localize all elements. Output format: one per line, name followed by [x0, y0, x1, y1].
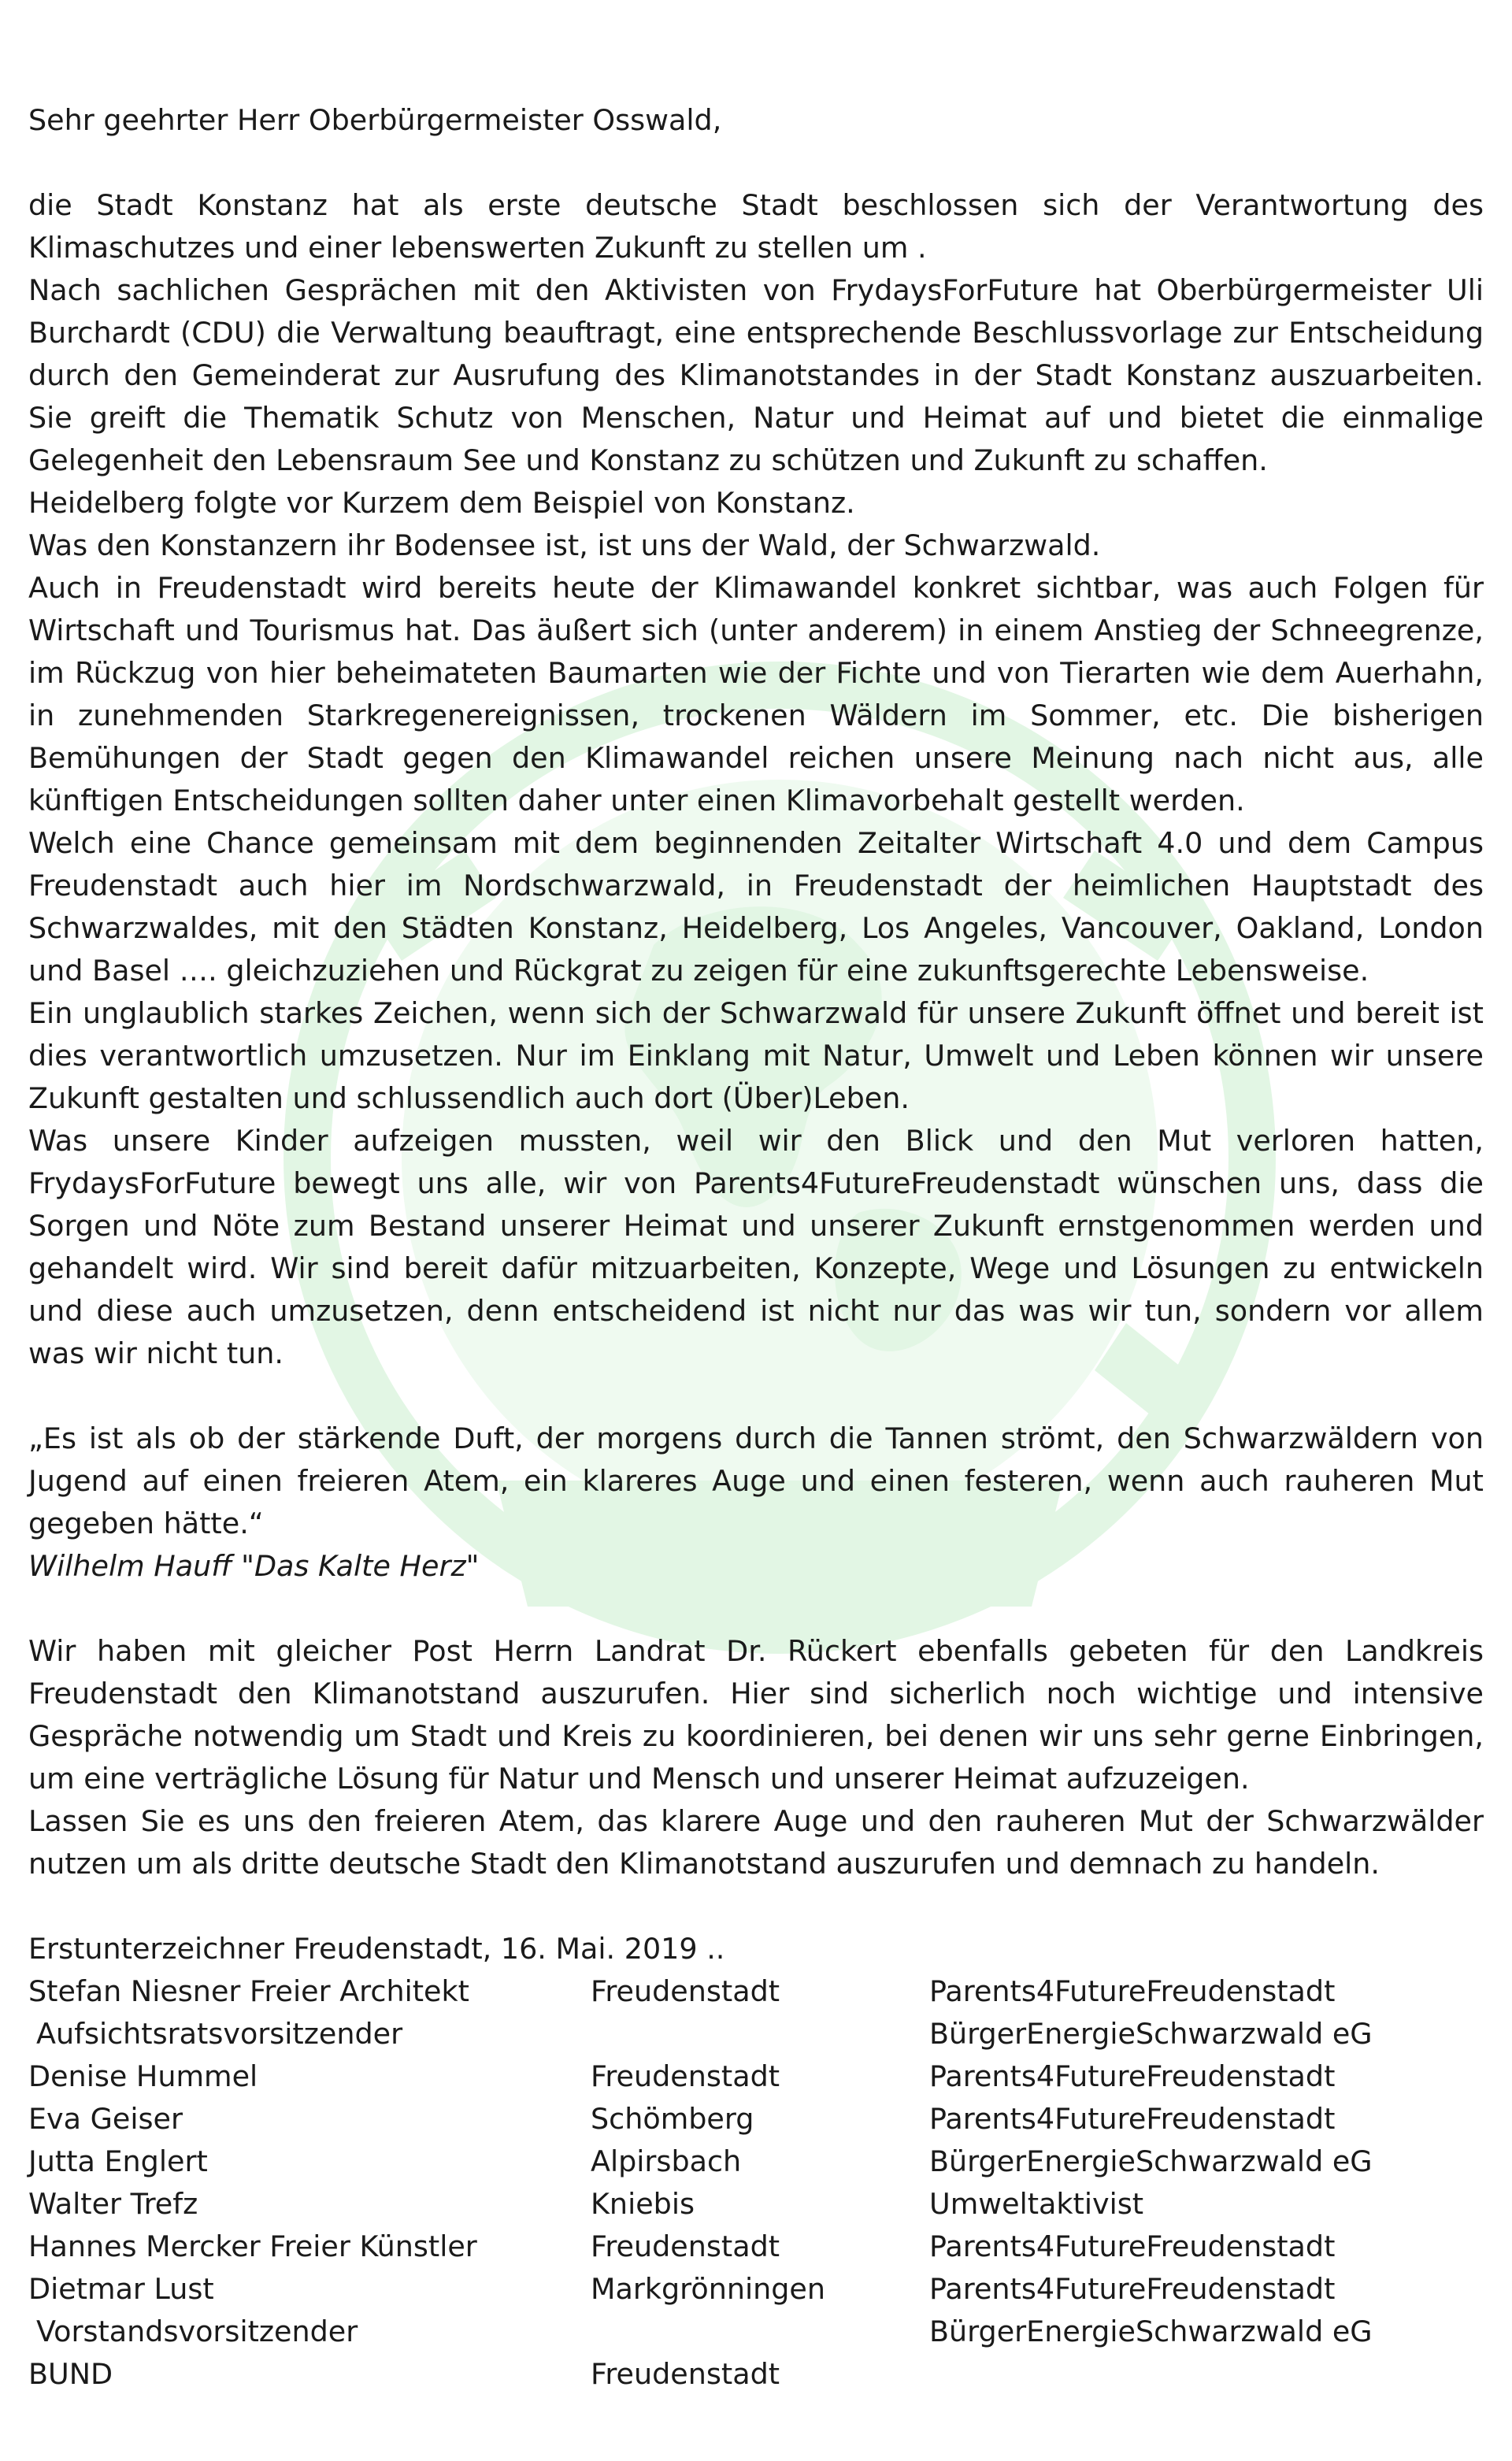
signatory-row: [28, 2183, 1484, 2226]
signatory-org: [929, 2353, 1484, 2396]
signatory-name: Vorstandsvorsitzender: [36, 2315, 358, 2348]
signatory-row: [28, 2055, 1484, 2098]
signatory-row: [28, 2353, 1484, 2396]
quote-text: „Es ist als ob der stärkende Duft, der morgens durch die Tannen strömt, den Schwarzwäldern von Jugend auf einen freieren Atem, ein klareres Auge und einen festeren, wenn auch rauheren Mut gegeben hätte.“: [28, 1421, 1484, 1540]
signatory-place: Markgrönningen: [591, 2272, 826, 2306]
signatory-name: Dietmar Lust: [28, 2272, 214, 2306]
signatory-name: BUND: [28, 2357, 113, 2391]
letter-page: [28, 99, 1484, 2396]
closing-paragraph: Wir haben mit gleicher Post Herrn Landrat Dr. Rückert ebenfalls gebeten für den Landkreis Freudenstadt den Klimanotstand auszurufen. Hier sind sicherlich noch wichtige und intensive Gespräche notwendig um Stadt und Kreis zu koordinieren, bei denen wir uns sehr gerne Einbringen, um eine verträgliche Lösung für Natur und Mensch und unserer Heimat aufzuzeigen.: [28, 1634, 1484, 1796]
signatory-row: [28, 2140, 1484, 2183]
signatory-name: Jutta Englert: [28, 2144, 208, 2178]
signatory-place: Schömberg: [591, 2102, 754, 2136]
quote-block: [28, 1418, 1484, 1588]
signatory-place: Freudenstadt: [591, 2059, 780, 2093]
body-paragraph: Was unsere Kinder aufzeigen mussten, weil wir den Blick und den Mut verloren hatten, FrydaysForFuture bewegt uns alle, wir von Parents4FutureFreudenstadt wünschen uns, dass die Sorgen und Nöte zum Bestand unserer Heimat und unserer Zukunft ernstgenommen werden und gehandelt wird. Wir sind bereit dafür mitzuarbeiten, Konzepte, Wege und Lösungen zu entwickeln und diese auch umzusetzen, denn entscheidend ist nicht nur das was wir tun, sondern vor allem was wir nicht tun.: [28, 1124, 1484, 1370]
signatory-org: Parents4FutureFreudenstadt: [929, 2102, 1336, 2136]
body-paragraph: Heidelberg folgte vor Kurzem dem Beispiel von Konstanz.: [28, 486, 855, 520]
signatory-org: BürgerEnergieSchwarzwald eG: [929, 2144, 1373, 2178]
signatory-name: Hannes Mercker Freier Künstler: [28, 2229, 477, 2263]
signatory-row: [28, 2268, 1484, 2311]
signatory-org: Parents4FutureFreudenstadt: [929, 2229, 1336, 2263]
quote-author: Wilhelm Hauff "Das Kalte Herz": [28, 1549, 480, 1583]
body-paragraph: die Stadt Konstanz hat als erste deutsche Stadt beschlossen sich der Verantwortung des Klimaschutzes und einer lebenswerten Zukunft zu stellen um .: [28, 188, 1484, 265]
signatory-org: Parents4FutureFreudenstadt: [929, 1974, 1336, 2008]
salutation: Sehr geehrter Herr Oberbürgermeister Osswald,: [28, 103, 722, 137]
body-paragraph: Ein unglaublich starkes Zeichen, wenn sich der Schwarzwald für unsere Zukunft öffnet und bereit ist dies verantwortlich umzusetzen. Nur im Einklang mit Natur, Umwelt und Leben können wir unsere Zukunft gestalten und schlussendlich auch dort (Über)Leben.: [28, 996, 1484, 1115]
signatory-place: [591, 2311, 929, 2353]
signatories-intro: Erstunterzeichner Freudenstadt, 16. Mai. 2019 ..: [28, 1932, 725, 1966]
signatory-place: Freudenstadt: [591, 2357, 780, 2391]
signatory-org: Umweltaktivist: [929, 2187, 1144, 2221]
signatory-org: Parents4FutureFreudenstadt: [929, 2059, 1336, 2093]
signatory-row: [28, 2311, 1484, 2353]
signatory-org: BürgerEnergieSchwarzwald eG: [929, 2017, 1373, 2051]
body-paragraph: Nach sachlichen Gesprächen mit den Aktivisten von FrydaysForFuture hat Oberbürgermeister Uli Burchardt (CDU) die Verwaltung beauftragt, eine entsprechende Beschlussvorlage zur Entscheidung durch den Gemeinderat zur Ausrufung des Klimanotstandes in der Stadt Konstanz auszuarbeiten. Sie greift die Thematik Schutz von Menschen, Natur und Heimat auf und bietet die einmalige Gelegenheit den Lebensraum See und Konstanz zu schützen und Zukunft zu schaffen.: [28, 273, 1484, 477]
closing-paragraph: Lassen Sie es uns den freieren Atem, das klarere Auge und den rauheren Mut der Schwarzwälder nutzen um als dritte deutsche Stadt den Klimanotstand auszurufen und demnach zu handeln.: [28, 1804, 1484, 1881]
signatory-place: Kniebis: [591, 2187, 695, 2221]
signatory-name: Denise Hummel: [28, 2059, 258, 2093]
signatories-list: [28, 1928, 1484, 2396]
signatory-row: [28, 2226, 1484, 2268]
signatory-name: Walter Trefz: [28, 2187, 198, 2221]
body-paragraph: Auch in Freudenstadt wird bereits heute der Klimawandel konkret sichtbar, was auch Folgen für Wirtschaft und Tourismus hat. Das äußert sich (unter anderem) in einem Anstieg der Schneegrenze, im Rückzug von hier beheimateten Baumarten wie der Fichte und von Tierarten wie dem Auerhahn, in zunehmenden Starkregenereignissen, trockenen Wäldern im Sommer, etc. Die bisherigen Bemühungen der Stadt gegen den Klimawandel reichen unsere Meinung nach nicht aus, alle künftigen Entscheidungen sollten daher unter einen Klimavorbehalt gestellt werden.: [28, 571, 1484, 817]
closing-section: [28, 1630, 1484, 1885]
signatory-place: [591, 2013, 929, 2055]
signatory-name: Eva Geiser: [28, 2102, 183, 2136]
body-paragraph: Was den Konstanzern ihr Bodensee ist, ist uns der Wald, der Schwarzwald.: [28, 528, 1101, 562]
signatory-place: Freudenstadt: [591, 2229, 780, 2263]
signatory-org: Parents4FutureFreudenstadt: [929, 2272, 1336, 2306]
signatory-row: [28, 1970, 1484, 2013]
signatory-row: [28, 2098, 1484, 2140]
signatory-name: Stefan Niesner Freier Architekt: [28, 1974, 469, 2008]
letter-body: [28, 184, 1484, 1375]
signatory-org: BürgerEnergieSchwarzwald eG: [929, 2315, 1373, 2348]
signatory-name: Aufsichtsratsvorsitzender: [36, 2017, 403, 2051]
signatory-place: Freudenstadt: [591, 1974, 780, 2008]
signatory-row: [28, 2013, 1484, 2055]
signatory-place: Alpirsbach: [591, 2144, 742, 2178]
body-paragraph: Welch eine Chance gemeinsam mit dem beginnenden Zeitalter Wirtschaft 4.0 und dem Campus Freudenstadt auch hier im Nordschwarzwald, in Freudenstadt der heimlichen Hauptstadt des Schwarzwaldes, mit den Städten Konstanz, Heidelberg, Los Angeles, Vancouver, Oakland, London und Basel …. gleichzuziehen und Rückgrat zu zeigen für eine zukunftsgerechte Lebensweise.: [28, 826, 1484, 988]
